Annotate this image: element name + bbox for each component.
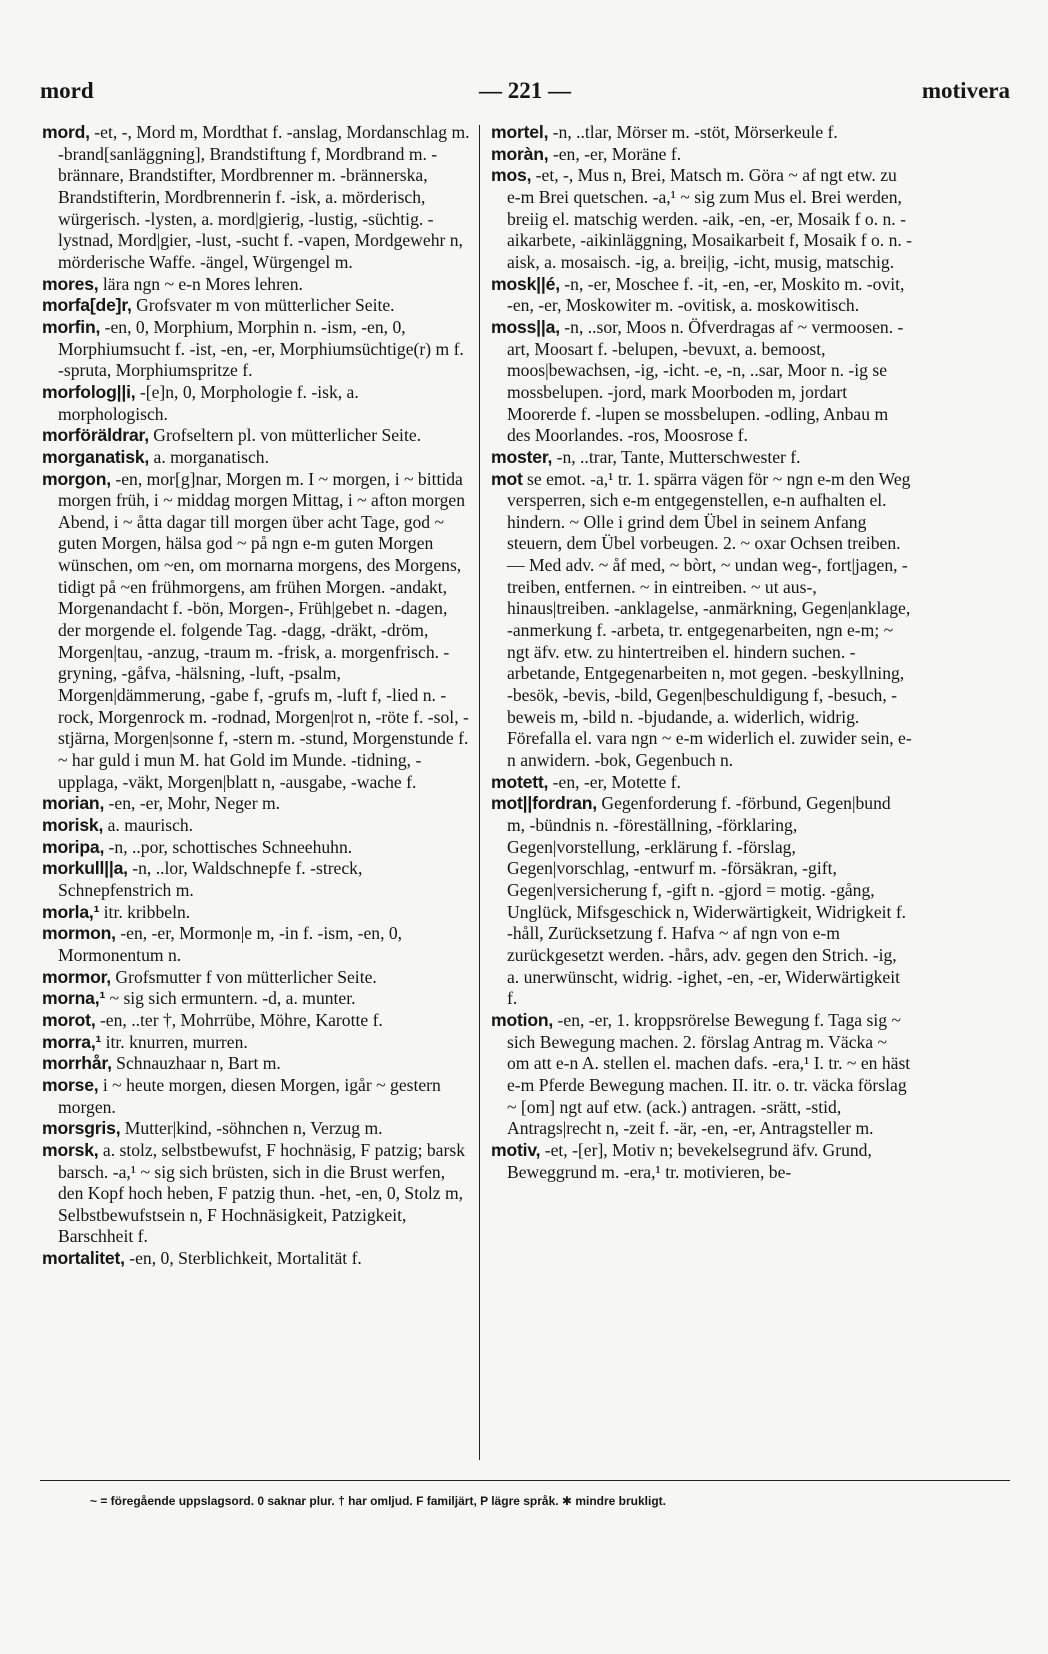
entry-text: -en, -er, Motette f. bbox=[548, 771, 681, 792]
headword: mores, bbox=[42, 273, 99, 294]
entry-text: -et, -, Mus n, Brei, Matsch m. Göra ~ af ngt etw. zu e-m Brei quetschen. -a,¹ ~ sig zum Mus el. Brei werden, breiig el. matschig werden. -aik, -en, -er, Mosaik f o. n. -aikarbete, -aikinläggning, Mosaikarbeit f, Mosaik f o. n. -aisk, a. mosaisch. -ig, a. brei|ig, -icht, musig, matschig. bbox=[507, 165, 913, 272]
entry-text: -n, ..por, schottisches Schneehuhn. bbox=[104, 836, 353, 857]
abbreviation-legend: ~ = föregående uppslagsord. 0 saknar plur. † har omljud. F familjärt, P lägre språk. ✱ mindre brukligt. bbox=[90, 1494, 666, 1508]
dictionary-entry bbox=[491, 317, 913, 447]
headword: mord, bbox=[42, 122, 90, 142]
headword: mot||fordran, bbox=[491, 793, 597, 814]
headword: morsgris, bbox=[42, 1118, 121, 1139]
entry-text: Schnauzhaar n, Bart m. bbox=[111, 1053, 281, 1074]
dictionary-entry bbox=[42, 382, 470, 425]
entry-text: lära ngn ~ e-n Mores lehren. bbox=[98, 273, 303, 294]
dictionary-entry bbox=[42, 988, 470, 1010]
headword: morfa[de]r, bbox=[42, 295, 132, 316]
headword: motett, bbox=[491, 771, 549, 792]
entry-text: -en, -er, 1. kroppsrörelse Bewegung f. Taga sig ~ sich Bewegung machen. 2. förslag Antrag m. Väcka ~ om att e-n A. stellen el. machen dafs. -era,¹ I. tr. ~ en häst e-m Pferde Bewegung machen. II. itr. o. tr. väcka förslag ~ [om] ngt auf etw. (ack.) antragen. -srätt, -stid, Antrags|recht n, -zeit f. -är, -en, -er, Antragsteller m. bbox=[507, 1009, 911, 1139]
headword: mot bbox=[491, 468, 523, 489]
dictionary-entry bbox=[491, 1140, 913, 1183]
entry-text: -n, ..trar, Tante, Mutterschwester f. bbox=[552, 446, 801, 467]
headword: moster, bbox=[491, 446, 553, 467]
entry-text: -en, -er, Mormon|e m, -in f. -ism, -en, 0, Mormonentum n. bbox=[58, 923, 403, 965]
entry-text: Grofsmutter f von mütterlicher Seite. bbox=[111, 966, 377, 987]
headword: morgon, bbox=[42, 468, 111, 489]
entry-text: a. stolz, selbstbewufst, F hochnäsig, F patzig; barsk barsch. -a,¹ ~ sig sich brüsten, sich in die Brust werfen, den Kopf hoch heben, F patzig thun. -het, -en, 0, Stolz m, Selbstbewufstsein n, F Hochnäsigkeit, Patzigkeit, Barschheit f. bbox=[58, 1139, 465, 1247]
page-number: — 221 — bbox=[479, 78, 571, 103]
entry-text: -n, ..lor, Waldschnepfe f. -streck, Schnepfenstrich m. bbox=[58, 858, 363, 900]
entry-text: -en, -er, Moräne f. bbox=[548, 143, 682, 164]
entry-text: -en, -er, Mohr, Neger m. bbox=[104, 793, 281, 814]
right-column bbox=[491, 122, 913, 1183]
entry-text: itr. kribbeln. bbox=[99, 901, 191, 922]
guide-word-right: motivera bbox=[921, 78, 1010, 103]
dictionary-entry bbox=[42, 1248, 470, 1270]
headword: morra,¹ bbox=[42, 1031, 102, 1052]
entry-text: Grofseltern pl. von mütterlicher Seite. bbox=[148, 425, 422, 446]
entry-text: -en, 0, Morphium, Morphin n. -ism, -en, 0, Morphiumsucht f. -ist, -en, -er, Morphiumsüchtige(r) m f. -spruta, Morphiumspritze f. bbox=[58, 316, 464, 381]
dictionary-entry bbox=[491, 469, 913, 772]
dictionary-entry bbox=[42, 122, 470, 274]
headword: morrhår, bbox=[42, 1053, 112, 1074]
entry-text: Gegenforderung f. -förbund, Gegen|bund m, -bündnis n. -föreställning, -förklaring, Gegen|vorstellung, -erklärung f. -förslag, Gegen|vorschlag, -entwurf m. -försäkran, -gift, Gegen|versicherung f, -gift n. -gjord = motig. -gång, Unglück, Mifsgeschick n, Widerwärtigkeit, Widrigkeit f. -håll, Zurücksetzung f. Hafva ~ af ngn von e-m zurückgesetzt werden. -hårs, adv. gegen den Strich. -ig, a. unerwünscht, widrig. -ighet, -en, -er, Widerwärtigkeit f. bbox=[507, 793, 907, 1009]
dictionary-entry bbox=[42, 837, 470, 859]
headword: motion, bbox=[491, 1009, 554, 1030]
headword: mosk||é, bbox=[491, 273, 560, 294]
dictionary-entry bbox=[42, 295, 470, 317]
dictionary-entry bbox=[491, 793, 913, 1010]
dictionary-entry bbox=[42, 793, 470, 815]
dictionary-entry bbox=[491, 144, 913, 166]
dictionary-entry bbox=[42, 425, 470, 447]
entry-text: i ~ heute morgen, diesen Morgen, igår ~ gestern morgen. bbox=[58, 1074, 441, 1117]
headword: morfolog||i, bbox=[42, 381, 136, 402]
dictionary-entry bbox=[42, 1140, 470, 1248]
entry-text: Mutter|kind, -söhnchen n, Verzug m. bbox=[120, 1118, 383, 1139]
headword: morganatisk, bbox=[42, 446, 150, 467]
dictionary-entry bbox=[42, 1075, 470, 1118]
entry-text: -[e]n, 0, Morphologie f. -isk, a. morphologisch. bbox=[58, 381, 359, 424]
headword: morian, bbox=[42, 793, 105, 814]
entry-text: -en, 0, Sterblichkeit, Mortalität f. bbox=[124, 1248, 362, 1269]
dictionary-entry bbox=[491, 447, 913, 469]
entry-text: Grofsvater m von mütterlicher Seite. bbox=[131, 295, 395, 316]
dictionary-entry bbox=[42, 317, 470, 382]
entry-text: -et, -[er], Motiv n; bevekelsegrund äfv. Grund, Beweggrund m. -era,¹ tr. motivieren, be- bbox=[507, 1139, 872, 1182]
dictionary-entry bbox=[42, 967, 470, 989]
entry-text: -n, -er, Moschee f. -it, -en, -er, Moskito m. -ovit, -en, -er, Moskowiter m. -ovitisk, a. moskowitisch. bbox=[507, 273, 905, 316]
dictionary-entry bbox=[42, 274, 470, 296]
headword: morsk, bbox=[42, 1139, 99, 1160]
headword: morföräldrar, bbox=[42, 425, 149, 446]
headword: morla,¹ bbox=[42, 901, 100, 922]
headword: morna,¹ bbox=[42, 988, 106, 1009]
entry-text: a. maurisch. bbox=[103, 815, 194, 835]
dictionary-entry bbox=[491, 1010, 913, 1140]
dictionary-entry bbox=[42, 447, 470, 469]
headword: mormor, bbox=[42, 966, 111, 987]
headword: morisk, bbox=[42, 815, 104, 835]
entry-text: -en, ..ter †, Mohrrübe, Möhre, Karotte f. bbox=[95, 1009, 383, 1030]
dictionary-entry bbox=[42, 1010, 470, 1032]
guide-word-left: mord bbox=[40, 78, 94, 103]
dictionary-entry bbox=[491, 274, 913, 317]
headword: mos, bbox=[491, 165, 532, 186]
page-header bbox=[40, 70, 1010, 110]
headword: mortel, bbox=[491, 122, 549, 142]
dictionary-entry bbox=[42, 902, 470, 924]
headword: moràn, bbox=[491, 143, 549, 164]
entry-text: itr. knurren, murren. bbox=[101, 1031, 248, 1052]
dictionary-entry bbox=[42, 469, 470, 794]
left-column bbox=[42, 122, 470, 1270]
entry-text: -et, -, Mord m, Mordthat f. -anslag, Mordanschlag m. -brand[sanläggning], Brandstiftung f, Mordbrand m. -brännare, Brandstifter, Mordbrenner m. -brännerska, Brandstifterin, Mordbrennerin f. -isk, a. mörderisch, würgerisch. -lysten, a. mord|gierig, -lustig, -süchtig. -lystnad, Mord|gier, -lust, -sucht f. -vapen, Mordgewehr n, mörderische Waffe. -ängel, Würgengel m. bbox=[58, 122, 470, 272]
entry-text: -n, ..sor, Moos n. Öfverdragas af ~ vermoosen. -art, Moosart f. -belupen, -bevuxt, a. bemoost, moos|bewachsen, -ig, -icht. -e, -n, ..sar, Moor n. -ig se mossbelupen. -jord, mark Moorboden m, jordart Moorerde f. -lupen se mossbelupen. -odling, Anbau m des Moorlandes. -ros, Moosrose f. bbox=[507, 316, 904, 446]
dictionary-entry bbox=[42, 858, 470, 901]
dictionary-entry bbox=[42, 1118, 470, 1140]
dictionary-entry bbox=[491, 122, 913, 144]
entry-text: a. morganatisch. bbox=[149, 446, 269, 467]
dictionary-entry bbox=[42, 1053, 470, 1075]
column-divider bbox=[479, 125, 480, 1460]
headword: morot, bbox=[42, 1009, 96, 1030]
headword: moss||a, bbox=[491, 316, 560, 337]
footer-rule bbox=[40, 1480, 1010, 1481]
headword: motiv, bbox=[491, 1139, 541, 1160]
headword: morse, bbox=[42, 1074, 99, 1095]
headword: mormon, bbox=[42, 923, 116, 944]
dictionary-entry bbox=[491, 772, 913, 794]
dictionary-entry bbox=[42, 1032, 470, 1054]
dictionary-entry bbox=[491, 165, 913, 273]
headword: moripa, bbox=[42, 836, 105, 857]
entry-text: -en, mor[g]nar, Morgen m. I ~ morgen, i ~ bittida morgen früh, i ~ middag morgen Mittag, i ~ afton morgen Abend, i ~ åtta dagar till morgen über acht Tage, god ~ guten Morgen, hälsa god ~ på ngn e-m guten Morgen wünschen, om ~en, om mornarna morgens, des Morgens, tidigt på ~en frühmorgens, am frühen Morgen. -andakt, Morgenandacht f. -bön, Morgen-, Früh|gebet n. -dagen, der morgende el. folgende Tag. -dagg, -dräkt, -dröm, Morgen|tau, -anzug, -traum m. -frisk, a. morgenfrisch. -gryning, -gåfva, -hälsning, -luft, -psalm, Morgen|dämmerung, -gabe f, -grufs m, -luft f, -lied n. -rock, Morgenrock m. -rodnad, Morgen|rot n, -röte f. -sol, -stjärna, Morgen|sonne f, -stern m. -stund, Morgenstunde f. ~ har guld i mun M. hat Gold im Munde. -tidning, -upplaga, -väkt, Morgen|blatt n, -ausgabe, -wache f. bbox=[58, 468, 469, 792]
headword: morfin, bbox=[42, 316, 101, 337]
entry-text: -n, ..tlar, Mörser m. -stöt, Mörserkeule f. bbox=[548, 122, 838, 142]
entry-text: ~ sig sich ermuntern. -d, a. munter. bbox=[105, 988, 356, 1009]
headword: morkull||a, bbox=[42, 858, 128, 879]
dictionary-entry bbox=[42, 815, 470, 837]
headword: mortalitet, bbox=[42, 1248, 125, 1269]
entry-text: se emot. -a,¹ tr. 1. spärra vägen för ~ ngn e-m den Weg versperren, sich e-m entgegenstellen, e-n aufhalten el. hindern. ~ Olle i grind dem Übel in seinem Anfang steuern, dem Übel vorbeugen. 2. ~ oxar Ochsen treiben. — Med adv. ~ åf med, ~ bòrt, ~ undan weg-, fort|jagen, -treiben, entfernen. ~ in eintreiben. ~ ut aus-, hinaus|treiben. -anklagelse, -anmärkning, Gegen|anklage, -anmerkung f. -arbeta, tr. entgegenarbeiten, ngn e-m; ~ ngt äfv. etw. zu hintertreiben el. hindern suchen. -arbetande, Entgegenarbeiten n, mot gegen. -beskyllning, -besök, -bevis, -bild, Gegen|beschuldigung f, -besuch, -beweis m, -bild n. -bjudande, a. widerlich, widrig. Förefalla el. vara ngn ~ e-m widerlich el. zuwider sein, e-n anwidern. -bok, Gegenbuch n. bbox=[507, 468, 912, 771]
dictionary-entry bbox=[42, 923, 470, 966]
